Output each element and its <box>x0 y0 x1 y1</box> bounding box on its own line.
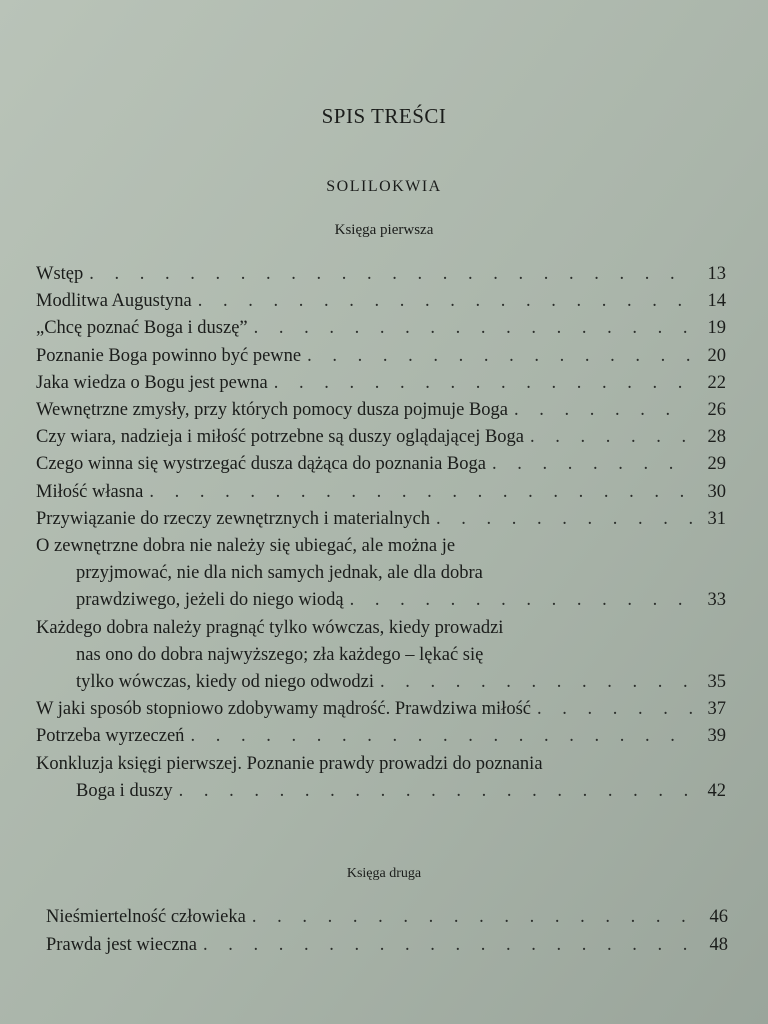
dot-leader <box>537 696 692 723</box>
toc-entry-line <box>36 560 726 587</box>
dot-leader <box>274 370 692 397</box>
toc-entry-text: Potrzeba wyrzeczeń <box>36 726 185 747</box>
toc-entry-line <box>36 424 726 451</box>
toc-page-number: 37 <box>707 699 726 720</box>
toc-page-number: 20 <box>707 345 726 366</box>
toc-entry-line <box>36 288 726 315</box>
toc-entry-line <box>36 451 726 478</box>
toc-entry-line <box>36 261 726 288</box>
toc-entry <box>36 696 726 723</box>
toc-entry <box>36 424 726 451</box>
toc-entry <box>36 479 726 506</box>
toc-page-number: 19 <box>707 318 726 339</box>
dot-leader <box>492 451 692 478</box>
toc-entry-text: Czego winna się wystrzegać dusza dążąca do poznania Boga <box>36 454 486 475</box>
dot-leader <box>198 288 692 315</box>
toc-entry-text: prawdziwego, jeżeli do niego wiodą <box>76 590 344 610</box>
toc-entry <box>36 343 726 370</box>
toc-page-number: 42 <box>707 780 726 801</box>
dot-leader <box>307 343 692 370</box>
toc-entry-line <box>36 370 726 397</box>
toc-entry-line <box>36 506 726 533</box>
toc-entry-text: Boga i duszy <box>76 780 173 801</box>
toc-page-number: 33 <box>707 590 726 610</box>
dot-leader <box>149 479 692 506</box>
toc-entry-text: Jaka wiedza o Bogu jest pewna <box>36 372 268 393</box>
book-two-heading: Księga druga <box>346 866 422 881</box>
dot-leader <box>514 397 692 424</box>
toc-entry-text: O zewnętrzne dobra nie należy się ubiegać, ale można je <box>36 536 456 556</box>
toc-page-number: 28 <box>707 427 726 448</box>
toc-entry-text: Nieśmiertelność człowieka <box>46 907 246 927</box>
toc-entry <box>36 261 726 288</box>
dot-leader <box>203 932 694 959</box>
toc-page-number: 14 <box>707 291 726 312</box>
toc-entry-line <box>36 778 726 805</box>
dot-leader <box>254 315 692 342</box>
toc-entry-text: Każdego dobra należy pragnąć tylko wówczas, kiedy prowadzi <box>36 617 504 638</box>
toc-entry-text: nas ono do dobra najwyższego; zła każdego – lękać się <box>76 644 484 665</box>
dot-leader <box>179 778 692 805</box>
toc-page-number: 31 <box>707 508 726 529</box>
toc-entry-line <box>36 397 726 424</box>
dot-leader <box>89 261 692 288</box>
toc-entry-text: Miłość własna <box>36 481 144 502</box>
toc-entry-line <box>36 669 726 696</box>
toc-entry-line <box>36 696 726 723</box>
toc-entry-line <box>36 533 726 560</box>
toc-page-number: 29 <box>707 454 726 475</box>
toc-entry <box>36 533 726 614</box>
toc-entry-text: tylko wówczas, kiedy od niego odwodzi <box>76 671 374 692</box>
toc-page-number: 26 <box>707 400 726 420</box>
toc-entry <box>36 751 726 805</box>
toc-entry-text: Czy wiara, nadzieja i miłość potrzebne są duszy oglądającej Boga <box>36 427 525 448</box>
toc-entry-text: Wewnętrzne zmysły, przy których pomocy dusza pojmuje Boga <box>36 400 509 420</box>
toc-entry-line <box>36 479 726 506</box>
toc-entry-line <box>36 723 726 750</box>
toc-entry-line <box>36 615 726 642</box>
dot-leader <box>380 669 692 696</box>
toc-entry <box>36 506 726 533</box>
toc-entry <box>36 723 726 750</box>
toc-entry-line <box>46 904 728 931</box>
toc-entry <box>46 932 728 959</box>
toc-page-number: 22 <box>707 372 726 393</box>
toc-entry-line <box>36 315 726 342</box>
toc-entry <box>36 288 726 315</box>
toc-entry-line <box>46 932 728 959</box>
toc-page-number: 48 <box>709 935 728 955</box>
section-heading: SOLILOKWIA <box>326 178 442 195</box>
toc-entry-text: Konkluzja księgi pierwszej. Poznanie prawdy prowadzi do poznania <box>36 753 543 774</box>
dot-leader <box>530 424 692 451</box>
toc-entry-line <box>36 642 726 669</box>
toc-entry-text: „Chcę poznać Boga i duszę” <box>36 318 248 339</box>
dot-leader <box>350 587 692 614</box>
toc-entry-text: przyjmować, nie dla nich samych jednak, ale dla dobra <box>76 563 483 583</box>
toc-entry <box>46 904 728 931</box>
toc-entry <box>36 615 726 696</box>
page-title: SPIS TREŚCI <box>321 104 447 128</box>
toc-entry <box>36 397 726 424</box>
dot-leader <box>190 723 692 750</box>
toc-entry-text: Modlitwa Augustyna <box>36 291 192 312</box>
toc-entry <box>36 451 726 478</box>
toc-entry <box>36 315 726 342</box>
dot-leader <box>436 506 692 533</box>
toc-entry <box>36 370 726 397</box>
toc-entry-text: Poznanie Boga powinno być pewne <box>36 345 302 366</box>
toc-page-number: 13 <box>707 264 726 284</box>
toc-entry-text: Przywiązanie do rzeczy zewnętrznych i materialnych <box>36 508 430 529</box>
toc-entry-text: Wstęp <box>36 264 84 284</box>
toc-page-number: 46 <box>709 907 728 927</box>
toc-entry-line <box>36 343 726 370</box>
toc-entry-text: Prawda jest wieczna <box>46 935 198 955</box>
book-one-heading: Księga pierwsza <box>334 222 434 238</box>
toc-page-number: 35 <box>707 671 726 692</box>
toc-page-number: 30 <box>707 481 726 502</box>
toc-entry-line <box>36 751 726 778</box>
toc-page-number: 39 <box>707 726 726 747</box>
dot-leader <box>252 904 694 931</box>
toc-entry-line <box>36 587 726 614</box>
toc-entry-text: W jaki sposób stopniowo zdobywamy mądrość. Prawdziwa miłość <box>36 699 531 720</box>
